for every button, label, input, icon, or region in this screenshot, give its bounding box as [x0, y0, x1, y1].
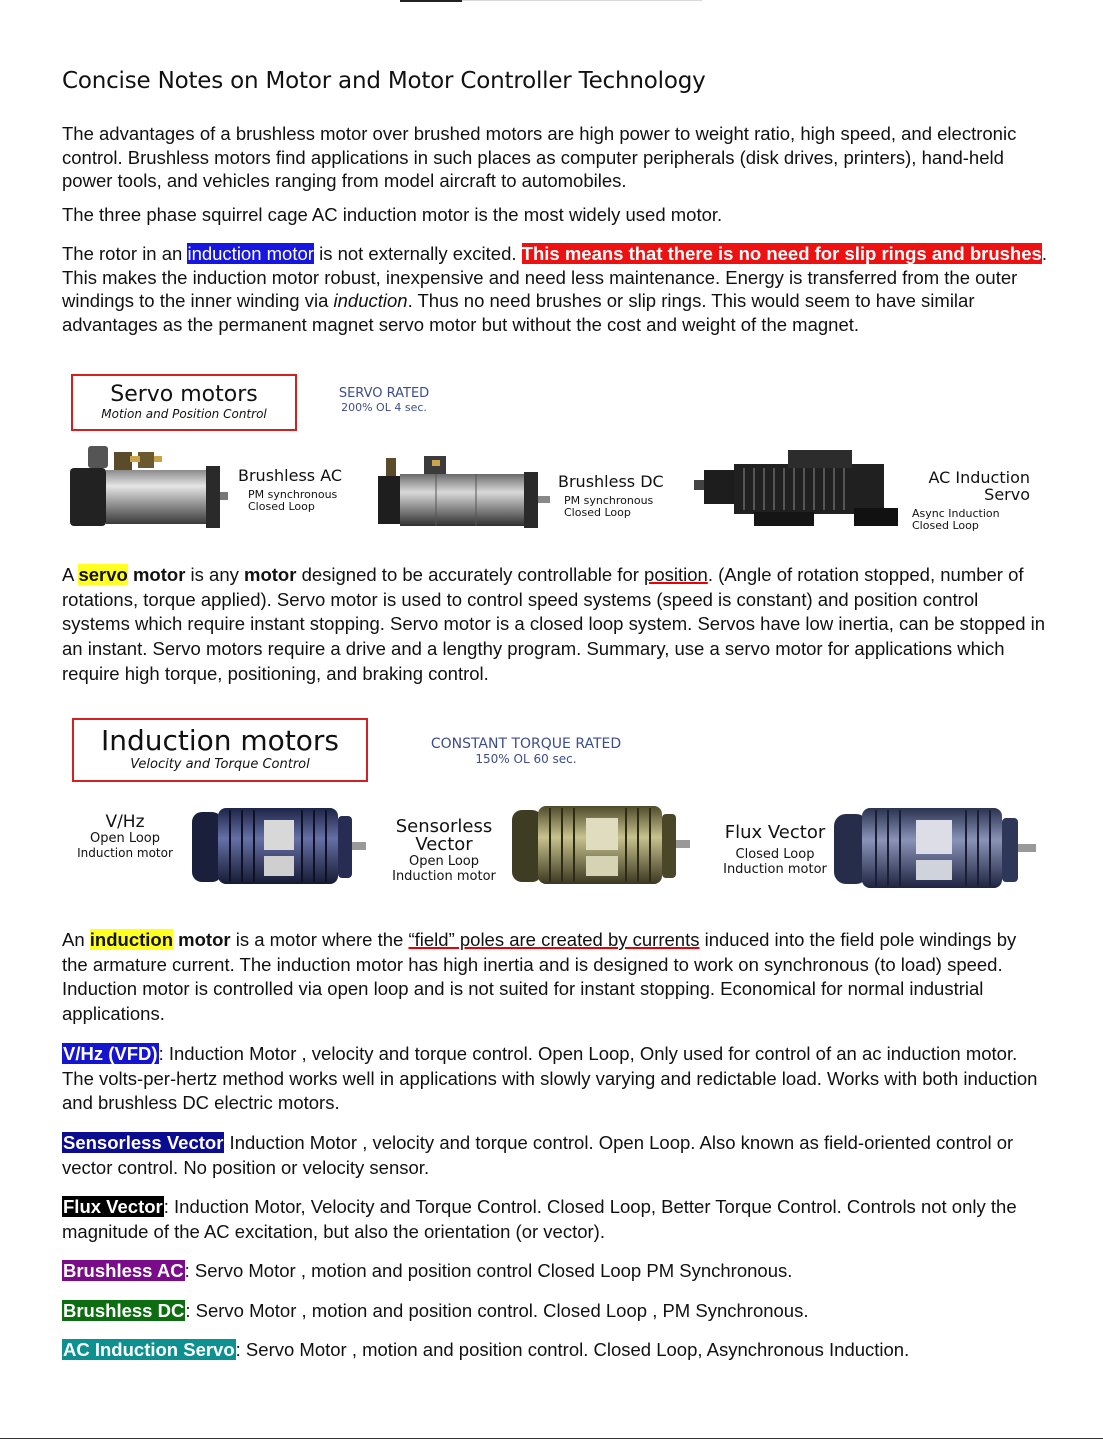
paragraph-servo-motor: [62, 563, 1047, 687]
brushless-dc-motor-image: [376, 456, 556, 528]
definition-text: : Servo Motor , motion and position control. Closed Loop , PM Synchronous.: [185, 1300, 809, 1321]
definition-text: : Servo Motor , motion and position control. Closed Loop, Asynchronous Induction.: [235, 1339, 910, 1360]
label-vhz-vfd: V/Hz (VFD): [63, 1043, 158, 1064]
paragraph-squirrel-cage: The three phase squirrel cage AC induction motor is the most widely used motor.: [62, 204, 723, 225]
definition-flux-vector: [62, 1195, 1047, 1244]
motor-sub1: Open Loop: [89, 831, 161, 846]
bold-motor: motor: [127, 564, 186, 585]
underline-position: position: [644, 564, 708, 585]
definition-brushless-ac: [62, 1259, 1047, 1284]
text-run: is not externally excited.: [313, 243, 522, 264]
bold-motor: motor: [244, 564, 297, 585]
motor-sub2: Closed Loop: [912, 519, 979, 532]
definition-brushless-dc: [62, 1299, 1047, 1324]
definition-text: : Induction Motor, Velocity and Torque Control. Closed Loop, Better Torque Control. Controls not only the magnitude of the AC excitation, but also the orientation (or vector).: [62, 1196, 1017, 1242]
label-sensorless-vector: Sensorless Vector: [63, 1132, 224, 1153]
page-top-rule: [400, 0, 702, 1]
motor-sub1: PM synchronous: [248, 488, 338, 501]
sensorless-vector-motor-image: [510, 796, 690, 892]
motor-sub2: Induction motor: [77, 846, 173, 860]
brushless-ac-caption: [238, 466, 342, 513]
ac-induction-servo-caption: [914, 468, 1030, 532]
definition-vhz: [62, 1042, 1047, 1116]
highlight-no-slip-rings: This means that there is no need for slip rings and brushes: [521, 243, 1042, 264]
motor-sub1: Closed Loop: [735, 847, 815, 862]
motor-sub2: Closed Loop: [248, 500, 315, 513]
motor-name: Flux Vector: [724, 822, 826, 843]
induction-box-subtitle: Velocity and Torque Control: [130, 757, 310, 772]
definition-ac-induction-servo: [62, 1338, 1047, 1363]
induction-rated-text: CONSTANT TORQUE RATED: [430, 736, 622, 752]
page-bottom-rule: [0, 1438, 1103, 1439]
servo-rated-sub: 200% OL 4 sec.: [341, 401, 427, 414]
definition-text: : Servo Motor , motion and position control Closed Loop PM Synchronous.: [184, 1260, 793, 1281]
page-title: Concise Notes on Motor and Motor Controller Technology: [62, 68, 706, 94]
definition-text: Induction Motor , velocity and torque control. Open Loop. Also known as field-oriented control or vector control. No position or velocity sensor.: [62, 1132, 1014, 1178]
paragraph-induction-rotor: [62, 242, 1047, 336]
servo-rated-label: [324, 386, 444, 414]
motor-name: Brushless DC: [558, 472, 664, 491]
definition-sensorless-vector: [62, 1131, 1047, 1180]
highlight-servo: servo: [78, 564, 128, 585]
servo-box-subtitle: Motion and Position Control: [101, 407, 267, 421]
text-run: An: [62, 929, 90, 950]
text-run: . Thus no need brushes or slip rings. This would seem to have similar advantages as the permanent magnet servo motor but without the cost and weight of the magnet.: [62, 290, 975, 335]
label-brushless-ac: Brushless AC: [63, 1260, 184, 1281]
motor-sub1: Async Induction: [912, 507, 1000, 520]
vhz-motor-image: [190, 798, 366, 892]
highlight-induction-motor: induction motor: [187, 243, 314, 264]
induction-rated-label: [398, 736, 654, 766]
text-run: designed to be accurately controllable for: [296, 564, 645, 585]
label-flux-vector: Flux Vector: [63, 1196, 163, 1217]
motor-sub2: Induction motor: [723, 862, 827, 877]
motor-name-2: Vector: [415, 834, 473, 855]
motor-name-2: Servo: [984, 485, 1030, 504]
label-ac-induction-servo: AC Induction Servo: [63, 1339, 235, 1360]
servo-rated-text: SERVO RATED: [338, 386, 430, 401]
motor-sub2: Closed Loop: [564, 506, 631, 519]
flux-vector-motor-image: [832, 798, 1038, 896]
motor-sub2: Induction motor: [392, 869, 496, 884]
ac-induction-servo-image: [694, 450, 904, 530]
paragraph-induction-motor: [62, 928, 1047, 1027]
text-run: . This makes the induction motor robust, inexpensive and need less maintenance. Energy is transferred from the outer windings to the inner winding via: [62, 243, 1047, 311]
text-run: induced into the field pole windings by the armature current. The induction motor has high inertia and is designed to work on synchronous (to load) speed. Induction motor is controlled via open loop and is not suited for instant stopping. Economical for normal industrial applications.: [62, 929, 1017, 1025]
highlight-induction: induction: [89, 929, 174, 950]
motor-name: Brushless AC: [238, 466, 343, 485]
motor-name: V/Hz: [105, 812, 145, 832]
vhz-caption: [66, 812, 184, 860]
induction-motors-figure: [62, 714, 1047, 900]
underline-field-poles: “field” poles are created by currents: [408, 929, 700, 950]
motor-sub1: PM synchronous: [564, 494, 654, 507]
bold-motor: motor: [173, 929, 231, 950]
brushless-ac-motor-image: [68, 444, 228, 532]
text-run: is a motor where the: [230, 929, 409, 950]
label-brushless-dc: Brushless DC: [63, 1300, 185, 1321]
text-run: A: [62, 564, 79, 585]
definition-text: : Induction Motor , velocity and torque control. Open Loop, Only used for control of an ac induction motor. The volts-per-hertz method works well in applications with slowly varying and redictable load. Works with both induction and brushless DC electric motors.: [62, 1043, 1038, 1114]
paragraph-brushless-advantages: The advantages of a brushless motor over brushed motors are high power to weight ratio, high speed, and electronic control. Brushless motors find applications in such places as computer peripherals (disk drives, printers), hand-held power tools, and vehicles ranging from model aircraft to automobiles.: [62, 123, 1017, 191]
motor-sub1: Open Loop: [408, 854, 480, 869]
induction-motors-title-box: [72, 718, 368, 782]
flux-vector-caption: [710, 822, 840, 877]
brushless-dc-caption: [558, 472, 664, 519]
servo-box-title: Servo motors: [110, 382, 258, 407]
motor-name: Sensorless: [395, 816, 493, 837]
text-run: . (Angle of rotation stopped, number of rotations, torque applied). Servo motor is used to control speed systems (speed is constant) and position control systems which require instant stopping. Servo motor is a closed loop system. Servos have low inertia, can be stopped in an instant. Servo motors require a drive and a lengthy program. Summary, use a servo motor for applications which require high torque, positioning, and braking control.: [62, 564, 1046, 684]
text-run: is any: [185, 564, 245, 585]
servo-motors-title-box: [71, 374, 297, 431]
induction-box-title: Induction motors: [100, 724, 340, 757]
motor-name: AC Induction: [928, 468, 1030, 487]
sensorless-vector-caption: [380, 818, 508, 884]
text-run: The rotor in an: [62, 243, 188, 264]
emphasis-induction: induction: [333, 290, 408, 311]
induction-rated-sub: 150% OL 60 sec.: [475, 752, 577, 766]
servo-motors-figure: [62, 370, 1047, 540]
